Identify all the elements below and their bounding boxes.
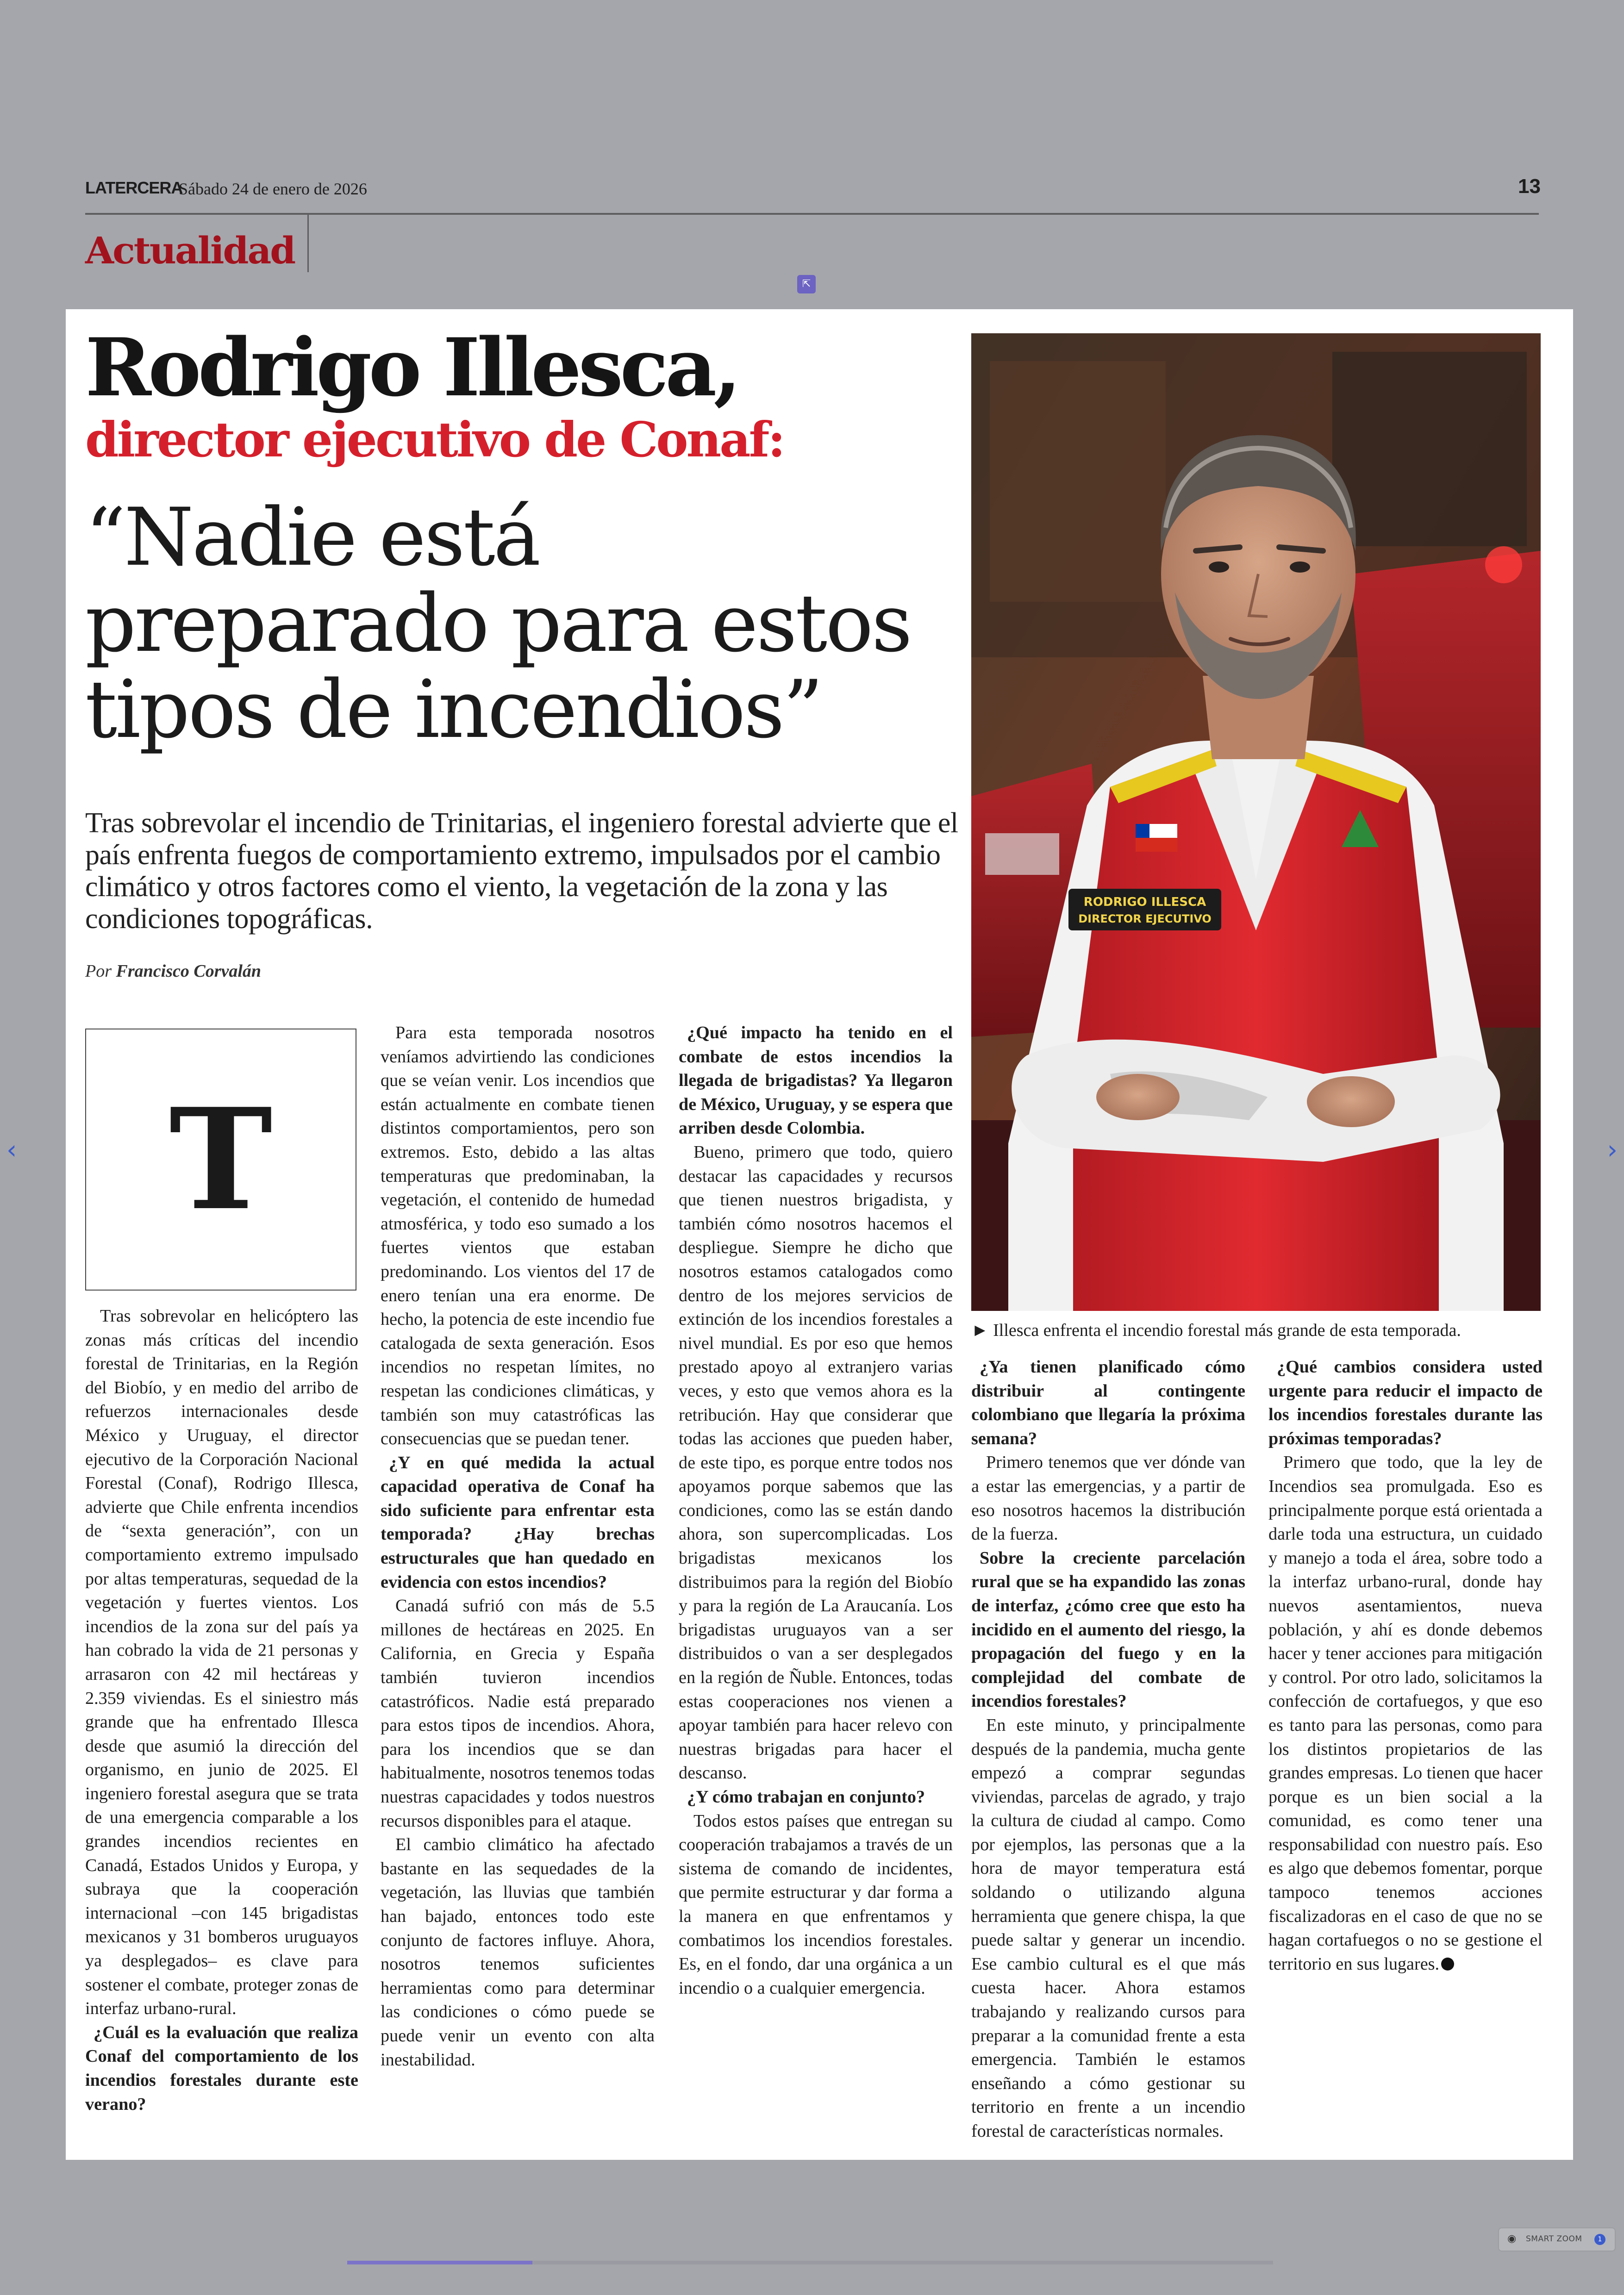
question-1: ¿Cuál es la evaluación que realiza Conaf del comportamiento de los incendios forestales durante este verano? [85,2022,358,2114]
answer-5: Primero tenemos que ver dónde van a estar las emergencias, y a partir de eso nosotros hacemos la distribución de la fuerza. [971,1453,1245,1544]
body-column-1 [85,1304,358,2116]
section-title: Actualidad [85,229,295,272]
standfirst: Tras sobrevolar el incendio de Trinitarias, el ingeniero forestal advierte que el país enfrenta fuegos de comportamiento extremo, impulsados por el cambio climático y otros factores como el viento, la vegetación de la zona y las condiciones topográficas. [85,807,958,935]
section-divider [307,214,309,272]
smart-zoom-label: SMART ZOOM [1526,2234,1582,2244]
clip-handle-icon[interactable]: ⇱ [797,275,816,293]
vest-title: DIRECTOR EJECUTIVO [1078,912,1212,925]
next-page-chevron-icon[interactable]: › [1607,1135,1618,1165]
drop-cap: T [169,1078,273,1241]
answer-1: Para esta temporada nosotros veníamos advirtiendo las condiciones que se veían venir. Los incendios que están actualmente en combate tienen distintos comportamientos, pero son extremos. Esto, debido a las altas temperaturas que predominaban, la vegetación, el contenido de humedad atmosférica, y todo eso sumado a los fuertes vientos que estaban predominando. Los vientos del 17 de enero tenían una era enorme. De hecho, la potencia de este incendio fue catalogada de sexta generación. Esos incendios no respetan límites, no respetan las condiciones climáticas, y también son muy catastróficas las consecuencias que se puedan tener. [381,1023,655,1449]
smart-zoom-button[interactable] [1498,2227,1616,2251]
answer-7 [1268,1451,1543,1976]
issue-date: Sábado 24 de enero de 2026 [179,180,367,198]
eye-icon: ◉ [1507,2233,1517,2245]
vest-name: RODRIGO ILLESCA [1083,895,1206,909]
body-column-3 [679,1021,953,2000]
answer-4: Todos estos países que entregan su cooperación trabajamos a través de un sistema de comando de incidentes, que permite estructurar y dar forma a la manera en que enfrentamos y combatimos los incendios forestales. Es, en el fondo, dar una orgánica a un incendio o a cualquier emergencia. [679,1811,953,1998]
page-progress-fill [347,2261,532,2264]
answer-2a: Canadá sufrió con más de 5.5 millones de hectáreas en 2025. En California, en Grecia y España también tuvieron incendios catastróficos. Nadie está preparado para estos tipos de incendios. Ahora, para los incendios que se dan habitualmente, nosotros tenemos todas nuestras capacidades y todos nuestros recursos disponibles para el ataque. [381,1596,655,1831]
answer-7-text: Primero que todo, que la ley de Incendios sea promulgada. Eso es principalmente porque está orientada a darle toda una estructura, un cuidado y manejo a toda el área, sobre todo a la interfaz urbano-rural, donde hay nuevos asentamientos, nueva población, y ahí es donde debemos hacer y tener acciones para mitigación y control. Por otro lado, solicitamos la confección de cortafuegos, y que eso es tanto para las personas, como para los distintos propietarios de las grandes empresas. Lo tienen que hacer porque es un bien social a la comunidad, es como tener una responsabilidad con nuestro país. Eso es algo que debemos fomentar, porque tampoco tenemos acciones fiscalizadoras en el caso de que no se hagan cortafuegos o no se gestione el territorio en sus lugares. [1268,1453,1543,1974]
answer-6: En este minuto, y principalmente después de la pandemia, mucha gente empezó a comprar segundas viviendas, parcelas de agrado, y trajo la cultura de ciudad al campo. Como por ejemplos, las personas que a la hora de mayor temperatura está soldando o utilizando alguna herramienta que genere chispa, la que puede saltar y generar un incendio. Ese cambio cultural es el que más cuesta hacer. Ahora estamos trabajando y realizando cursos para preparar a la comunidad frente a esta emergencia. También le estamos enseñando a cómo gestionar su territorio en frente a un incendio forestal de características normales. [971,1715,1245,2141]
byline-prefix: Por [85,961,112,981]
byline [85,961,261,981]
interviewee-role: director ejecutivo de Conaf: [85,411,784,468]
question-2: ¿Y en qué medida la actual capacidad operativa de Conaf ha sido suficiente para enfrentar esta temporada? ¿Hay brechas estructurales que han quedado en evidencia con estos incendios? [381,1453,655,1592]
answer-2b: El cambio climático ha afectado bastante en las sequedades de la vegetación, las lluvias que también han bajado, entonces todo este conjunto de factores influye. Ahora, nosotros tenemos suficientes herramientas como para determinar las condiciones o cómo puede se puede venir un evento con alta inestabilidad. [381,1835,655,2070]
page-number: 13 [1518,175,1541,198]
question-4: ¿Y cómo trabajan en conjunto? [687,1787,925,1807]
question-6: Sobre la creciente parcelación rural que se ha expandido las zonas de interfaz, ¿cómo cree que esto ha incidido en el aumento del riesgo, la propagación del fuego y en la complejidad del combate de incendios forestales? [971,1548,1245,1711]
interviewee-name: Rodrigo Illesca, [85,320,738,414]
body-column-4 [971,1355,1245,2144]
previous-page-chevron-icon[interactable]: ‹ [6,1135,17,1165]
question-7: ¿Qué cambios considera usted urgente para reducir el impacto de los incendios forestales durante las próximas temporadas? [1268,1357,1543,1448]
byline-author: Francisco Corvalán [116,961,262,981]
question-3: ¿Qué impacto ha tenido en el combate de estos incendios la llegada de brigadistas? Ya llegaron de México, Uruguay, y se espera que arriben desde Colombia. [679,1023,953,1138]
header-rule [85,213,1539,215]
smart-zoom-badge: 1 [1594,2234,1605,2245]
answer-3: Bueno, primero que todo, quiero destacar las capacidades y recursos que tienen nuestros brigadista, y también cómo nosotros hacemos el despliegue. Siempre he dicho que nosotros estamos catalogados como dentro de los mejores servicios de extinción de los incendios forestales a nivel mundial. Es por eso que hemos prestado apoyo al extranjero varias veces, y esto que vemos ahora es la retribución. Hay que considerar que todas las acciones que pueden haber, de este tipo, es porque entre todos nos apoyamos porque sabemos que las condiciones, como las se están dando ahora, son supercomplicadas. Los brigadistas mexicanos los distribuimos para la región del Biobío y para la región de La Araucanía. Los brigadistas uruguayos van a ser distribuidos o van a ser desplegados en la región de Ñuble. Entonces, todas estas cooperaciones nos vienen a apoyar también para hacer relevo con nuestras brigadas para hacer el descanso. [679,1142,953,1783]
portrait-photo [971,333,1541,1311]
photo-caption: ► Illesca enfrenta el incendio forestal más grande de esta temporada. [971,1321,1461,1340]
body-column-5 [1268,1355,1543,1976]
headline-quote: “Nadie está preparado para estos tipos de incendios” [85,491,911,756]
portrait-illustration [971,333,1541,1311]
end-mark-icon [1441,1958,1454,1971]
newspaper-brand: LATERCERA [85,178,183,197]
article-clipping[interactable] [66,309,1573,2160]
question-5: ¿Ya tienen planificado cómo distribuir al contingente colombiano que llegaría la próxima semana? [971,1357,1245,1448]
body-column-2 [381,1021,655,2072]
intro-paragraph: Tras sobrevolar en helicóptero las zonas más críticas del incendio forestal de Trinitarias, en la Región del Biobío, y en medio del arribo de refuerzos internacionales desde México y Uruguay, el director ejecutivo de la Corporación Nacional Forestal (Conaf), Rodrigo Illesca, advierte que Chile enfrenta incendios de “sexta generación”, con un comportamiento extremo impulsado por altas temperaturas, sequedad de la vegetación y fuertes vientos. Los incendios de la zona sur del país ya han cobrado la vida de 21 personas y arrasaron con 42 mil hectáreas y 2.359 viviendas. Es el siniestro más grande que ha enfrentado Illesca desde que asumió la dirección del organismo, en junio de 2025. El ingeniero forestal asegura que se trata de una emergencia comparable a los grandes incendios recientes en Canadá, Estados Unidos y Europa, y subraya que la cooperación internacional –con 145 brigadistas mexicanos y 31 bomberos uruguayos ya desplegados– es clave para sostener el combate, proteger zonas de interfaz urbano-rural. [85,1306,358,2019]
